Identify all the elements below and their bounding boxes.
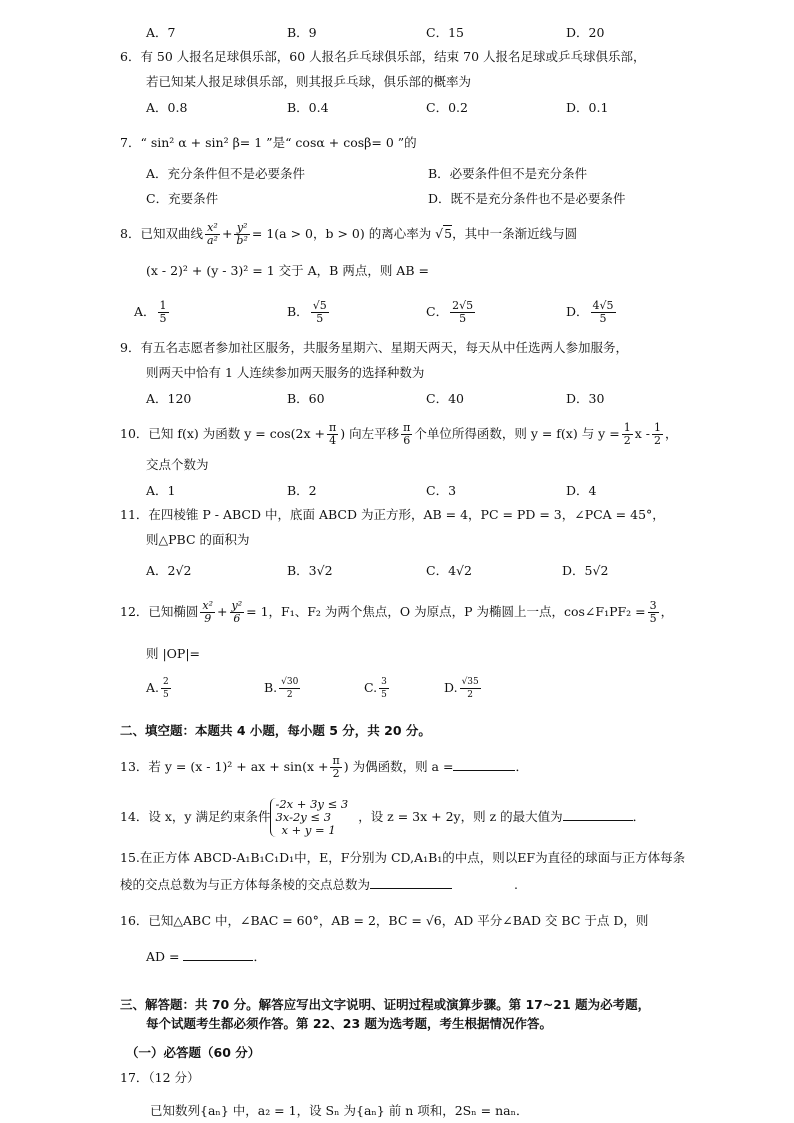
q9-line2: 则两天中恰有 1 人连续参加两天服务的选择种数为 [146, 365, 425, 380]
q9-option-d: D．30 [566, 391, 605, 406]
q7-option-d: D．既不是充分条件也不是必要条件 [428, 191, 626, 206]
q14-constraints: -2x + 3y ≤ 3 3x-2y ≤ 3 x + y = 1 [270, 798, 348, 837]
q16-line2: AD = ． [146, 949, 266, 964]
q6-option-d: D．0.1 [566, 100, 609, 115]
q11-option-b: B．3√2 [287, 563, 333, 578]
q6-line1: 6．有 50 人报名足球俱乐部，60 人报名乒乓球俱乐部，结束 70 人报名足球或乒乓球俱乐部， [120, 49, 646, 64]
q16-line1: 16．已知△ABC 中，∠BAC = 60°，AB = 2，BC = √6，AD 平分∠BAD 交 BC 于点 D，则 [120, 913, 649, 928]
q8-frac-y: $\frac{\text{y²}}{\text{b²}}$ [236, 221, 248, 247]
q11-line2: 则△PBC 的面积为 [146, 532, 250, 547]
section2-heading: 二、填空题：本题共 4 小题，每小题 5 分，共 20 分。 [120, 723, 431, 738]
q15-line1: 15.在正方体 ABCD-A₁B₁C₁D₁中，E，F分别为 CD,A₁B₁的中点，则以EF为直径的球面与正方体每条 [120, 850, 686, 865]
q11-option-d: D．5√2 [562, 563, 609, 578]
q9-option-a: A．120 [146, 391, 192, 406]
q11-option-a: A．2√2 [146, 563, 192, 578]
q14-line: 14．设 x，y 满足约束条件 -2x + 3y ≤ 3 3x-2y ≤ 3 x + y = 1 ，设 z = 3x + 2y，则 z 的最大值为 ． [120, 797, 646, 837]
q8-suffix: ，其中一条渐近线与圆 [452, 226, 578, 241]
q7-option-c: C．充要条件 [146, 191, 219, 206]
q12-option-b: B. $\frac{√30}{2}$ [264, 677, 299, 700]
q6-line2: 若已知某人报足球俱乐部，则其报乒乓球，俱乐部的概率为 [146, 74, 472, 89]
q10-option-b: B．2 [287, 483, 317, 498]
q5-option-b: B．9 [287, 25, 317, 40]
section3-line1: 三、解答题：共 70 分。解答应写出文字说明、证明过程或演算步骤。第 17~21 题为必考题， [120, 997, 651, 1012]
q8-line1: 8．已知双曲线 $\frac{\text{x²}}{\text{a²}}$ + $\frac{\text{y²}}{\text{b²}}$ = 1(a > 0，b > 0) 的离心率为 √5，其中一条渐近线与圆 [120, 221, 578, 247]
q10-option-c: C．3 [426, 483, 457, 498]
q12-option-d: D. $\frac{√35}{2}$ [444, 677, 479, 700]
q5-option-c: C．15 [426, 25, 464, 40]
q10-option-a: A．1 [146, 483, 176, 498]
q9-option-b: B．60 [287, 391, 325, 406]
q8-prefix: 8．已知双曲线 [120, 226, 203, 241]
q8-line2: (x - 2)² + (y - 3)² = 1 交于 A，B 两点，则 AB = [146, 263, 429, 278]
q15-answer-blank[interactable] [370, 876, 452, 889]
q7-option-a: A．充分条件但不是必要条件 [146, 166, 306, 181]
q12-option-a: A. $\frac{2}{5}$ [146, 677, 169, 700]
q11-option-c: C．4√2 [426, 563, 472, 578]
q10-line1: 10．已知 f(x) 为函数 y = cos(2x + $\frac{\pi}{4}$ ) 向左平移 $\frac{\pi}{6}$ 个单位所得函数，则 y = f(x) 与 y = $\frac{1}{2}$ x - $\frac{1}{2}$ ， [120, 421, 678, 447]
q9-line1: 9．有五名志愿者参加社区服务，共服务星期六、星期天两天，每天从中任选两人参加服务， [120, 340, 628, 355]
subsection-required: （一）必答题（60 分） [126, 1045, 261, 1060]
q6-option-b: B．0.4 [287, 100, 329, 115]
q12-line1: 12．已知椭圆 $\frac{\text{x²}}{9}$ + $\frac{\text{y²}}{6}$ = 1，F₁、F₂ 为两个焦点，O 为原点，P 为椭圆上一点，cos∠F₁PF₂ = $\frac{3}{5}$ ， [120, 599, 674, 625]
q5-option-a: A．7 [146, 25, 176, 40]
q7-stem: 7．“ sin² α + sin² β= 1 ”是“ cosα + cosβ= 0 ”的 [120, 135, 417, 150]
q10-line2: 交点个数为 [146, 457, 209, 472]
q8-mid: = 1(a > 0，b > 0) 的离心率为 [251, 226, 432, 241]
q5-option-d: D．20 [566, 25, 605, 40]
q17-body: 已知数列{aₙ} 中，a₂ = 1，设 Sₙ 为{aₙ} 前 n 项和，2Sₙ = naₙ． [150, 1103, 529, 1118]
q8-option-b: B． $\frac{√5}{5}$ [287, 299, 327, 325]
q10-option-d: D．4 [566, 483, 597, 498]
q17-head: 17．（12 分） [120, 1070, 200, 1085]
q13-line: 13．若 y = (x - 1)² + ax + sin(x + $\frac{\pi}{2}$ ) 为偶函数，则 a = ． [120, 754, 528, 780]
q16-answer-blank[interactable] [183, 948, 253, 961]
section3-line2: 每个试题考生都必须作答。第 22、23 题为选考题，考生根据情况作答。 [146, 1016, 552, 1031]
q8-sqrt5: 5 [444, 226, 453, 241]
q11-line1: 11．在四棱锥 P - ABCD 中，底面 ABCD 为正方形，AB = 4，PC = PD = 3，∠PCA = 45°， [120, 507, 665, 522]
q8-option-a: A． $\frac{1}{5}$ [134, 299, 167, 325]
q8-frac-x: $\frac{\text{x²}}{\text{a²}}$ [206, 221, 218, 247]
q12-option-c: C. $\frac{3}{5}$ [364, 677, 387, 700]
q15-line2: 棱的交点总数为与正方体每条棱的交点总数为 . [120, 877, 518, 892]
q12-line2: 则 |OP|= [146, 646, 201, 661]
q9-option-c: C．40 [426, 391, 464, 406]
q7-option-b: B．必要条件但不是充分条件 [428, 166, 588, 181]
q6-option-a: A．0.8 [146, 100, 188, 115]
q14-answer-blank[interactable] [563, 808, 633, 821]
q13-answer-blank[interactable] [453, 758, 515, 771]
q8-option-d: D． $\frac{4√5}{5}$ [566, 299, 614, 325]
q6-option-c: C．0.2 [426, 100, 468, 115]
q8-option-c: C． $\frac{2√5}{5}$ [426, 299, 474, 325]
